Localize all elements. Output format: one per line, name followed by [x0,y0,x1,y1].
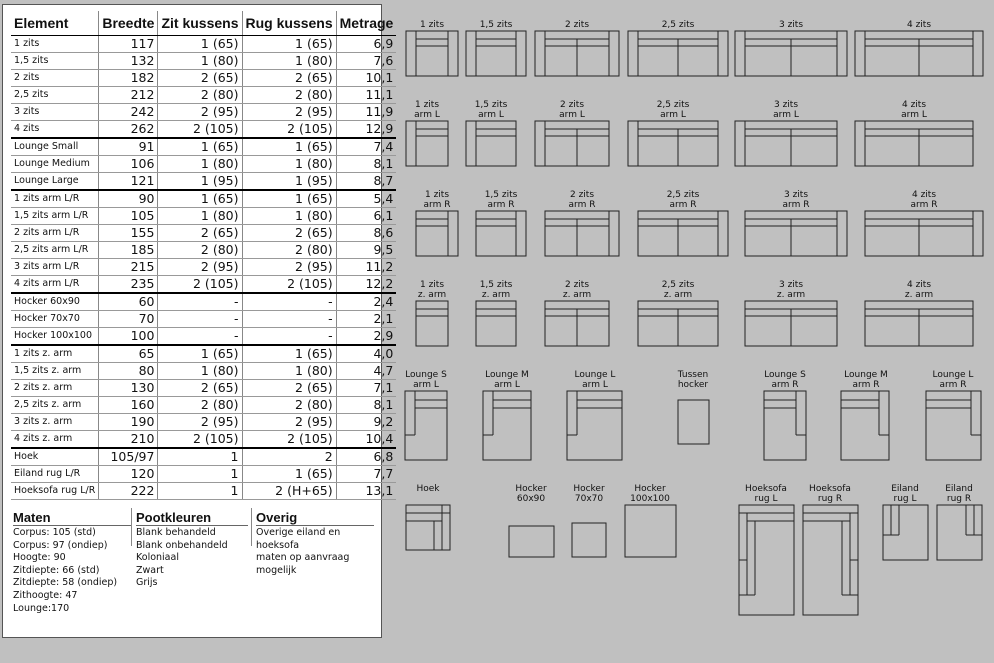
drawing-label: 1 zits [419,20,445,30]
table-cell: 5,4 [336,190,396,208]
table-cell: 7,7 [336,466,396,483]
table-cell: 2 (80) [158,397,242,414]
hocker-outline [678,400,709,444]
table-cell: 262 [99,121,158,139]
maten-title: Maten [13,510,131,526]
sofa-outline [535,121,609,166]
drawing-label: z. arm [904,290,934,300]
table-cell: 8,7 [336,173,396,191]
table-cell: 1 (95) [242,173,336,191]
table-cell: 8,1 [336,397,396,414]
table-cell: 1 (65) [242,138,336,156]
table-cell: - [158,293,242,311]
table-cell: 12,2 [336,276,396,294]
drawing-label: Eiland [891,484,919,494]
drawing-label: 2 zits [564,20,590,30]
sofa-outline [416,301,448,346]
table-cell: 7,4 [336,138,396,156]
table-cell: - [242,293,336,311]
drawing-label: 2 zits [569,190,595,200]
drawing-label: Hoek [416,484,440,494]
list-item: Corpus: 97 (ondiep) [13,539,108,551]
table-cell: 2,9 [336,328,396,346]
drawing-label: 3 zits [783,190,809,200]
drawing-label: arm L [660,110,686,120]
table-cell: Hocker 60x90 [11,293,99,311]
sofa-outline [545,211,619,256]
drawing-label: 1 zits [414,100,440,110]
drawing-label: arm R [910,200,938,210]
table-cell: 9,2 [336,414,396,431]
table-cell: - [242,311,336,328]
drawing-label: arm L [494,380,520,390]
table-cell: 2 (105) [242,431,336,449]
sofa-outline [466,31,526,76]
hocker-outline [572,523,606,557]
table-cell: 2 zits [11,70,99,87]
drawing-label: Hoeksofa [809,484,851,494]
drawing-label: arm L [413,380,439,390]
table-cell: 80 [99,363,158,380]
drawing-label: Tussen [677,370,709,380]
table-cell: 6,8 [336,448,396,466]
list-item: Zithoogte: 47 [13,589,78,601]
table-cell: 2 (95) [158,104,242,121]
sofa-outline [416,211,458,256]
drawing-label: 1,5 zits [484,190,518,200]
table-cell: 1 (80) [242,156,336,173]
table-cell: 235 [99,276,158,294]
drawing-label: rug R [817,494,843,504]
sofa-outline [865,211,983,256]
table-cell: - [158,311,242,328]
table-cell: 222 [99,483,158,500]
sofa-outline [638,211,728,256]
drawing-label: 3 zits [778,20,804,30]
table-cell: Hocker 100x100 [11,328,99,346]
drawing-label: arm L [773,110,799,120]
drawing-label: arm L [582,380,608,390]
table-cell: 1,5 zits [11,53,99,70]
table-cell: 2 (95) [242,104,336,121]
list-item: Koloniaal [136,552,179,564]
drawing-label: rug L [893,494,917,504]
header-breedte: Breedte [99,11,158,36]
table-cell: Hoeksofa rug L/R [11,483,99,500]
header-metrage: Metrage [336,11,396,36]
table-cell: 1,5 zits z. arm [11,363,99,380]
table-cell: Lounge Medium [11,156,99,173]
table-cell: 65 [99,345,158,363]
drawing-label: z. arm [663,290,693,300]
drawing-label: z. arm [562,290,592,300]
table-cell: 117 [99,36,158,53]
table-cell: 60 [99,293,158,311]
list-item: Overige eiland en hoeksofa [256,527,341,551]
table-cell: 70 [99,311,158,328]
table-cell: 215 [99,259,158,276]
table-cell: 10,1 [336,70,396,87]
lounge-outline [405,391,447,460]
table-cell: 6,1 [336,208,396,225]
drawing-label: 1 zits [419,280,445,290]
table-cell: 1 (95) [158,173,242,191]
drawing-label: 60x90 [516,494,546,504]
drawing-label: Hocker [515,484,547,494]
eiland-outline [883,505,928,560]
drawing-label: Lounge M [844,370,888,380]
drawing-label: 1,5 zits [479,20,513,30]
drawing-label: arm R [423,200,451,210]
drawing-label: 2,5 zits [656,100,690,110]
table-cell: 155 [99,225,158,242]
table-cell: 11,2 [336,259,396,276]
table-cell: 1 (65) [158,190,242,208]
table-cell: 2 (105) [158,121,242,139]
table-cell: 2 zits z. arm [11,380,99,397]
table-cell: 2 (105) [242,121,336,139]
table-cell: Hoek [11,448,99,466]
table-cell: 1 [158,466,242,483]
header-rug-kussens: Rug kussens [242,11,336,36]
drawing-label: Hocker [573,484,605,494]
drawing-label: arm R [852,380,880,390]
table-cell: 4 zits [11,121,99,139]
table-cell: 1 (80) [242,208,336,225]
table-cell: 2,5 zits arm L/R [11,242,99,259]
lounge-outline [483,391,531,460]
table-cell: Lounge Small [11,138,99,156]
table-cell: 106 [99,156,158,173]
drawing-label: 4 zits [901,100,927,110]
drawing-label: rug R [946,494,972,504]
table-cell: 212 [99,87,158,104]
hocker-outline [625,505,676,557]
table-cell: 2 (65) [158,70,242,87]
table-cell: Lounge Large [11,173,99,191]
table-cell: 1 (80) [242,363,336,380]
table-cell: - [158,328,242,346]
sofa-outline [476,211,526,256]
table-cell: 2,5 zits [11,87,99,104]
drawing-label: Lounge S [764,370,806,380]
table-cell: 1 (65) [158,36,242,53]
table-cell: 2,4 [336,293,396,311]
list-item: Zwart [136,564,164,576]
table-cell: 2 (95) [158,414,242,431]
table-cell: 3 zits z. arm [11,414,99,431]
drawing-label: 1 zits [424,190,450,200]
table-cell: 2 (65) [242,380,336,397]
drawing-label: 2,5 zits [666,190,700,200]
table-cell: 2 [242,448,336,466]
drawing-label: rug L [754,494,778,504]
table-cell: 210 [99,431,158,449]
table-cell: 2 (65) [242,225,336,242]
list-item: Blank behandeld [136,527,216,538]
drawing-label: arm L [559,110,585,120]
table-cell: 190 [99,414,158,431]
table-cell: 121 [99,173,158,191]
table-cell: 1 zits arm L/R [11,190,99,208]
table-cell: 1 (80) [242,53,336,70]
lounge-outline [764,391,806,460]
list-item: Zitdiepte: 66 (std) [13,564,100,576]
overig-title: Overig [256,510,374,526]
table-cell: 3 zits arm L/R [11,259,99,276]
table-cell: 90 [99,190,158,208]
table-cell: 8,6 [336,225,396,242]
table-cell: 2 (105) [158,276,242,294]
table-cell: 2 (95) [158,259,242,276]
drawing-label: 2,5 zits [661,280,695,290]
table-cell: 1,5 zits arm L/R [11,208,99,225]
table-cell: 242 [99,104,158,121]
table-cell: 130 [99,380,158,397]
table-cell: 2,1 [336,311,396,328]
drawing-label: 1,5 zits [479,280,513,290]
table-cell: 1 (80) [158,208,242,225]
table-cell: 11,9 [336,104,396,121]
sofa-outline [466,121,516,166]
drawing-label: 4 zits [906,20,932,30]
drawing-label: arm L [901,110,927,120]
header-element: Element [11,11,99,36]
hocker-outline [509,526,554,557]
drawing-label: 2 zits [564,280,590,290]
hoek-outline [406,505,450,550]
table-cell: 1 (65) [242,190,336,208]
lounge-outline [567,391,622,460]
list-item: Zitdiepte: 58 (ondiep) [13,577,118,589]
drawing-label: Eiland [945,484,973,494]
drawing-label: hocker [677,380,709,390]
drawing-label: 4 zits [911,190,937,200]
table-cell: 1 (65) [242,345,336,363]
list-item: Hoogte: 90 [13,552,66,564]
table-cell: 91 [99,138,158,156]
table-cell: - [242,328,336,346]
table-cell: 1 [158,448,242,466]
table-cell: 2 (80) [242,397,336,414]
sofa-outline [628,121,718,166]
drawing-label: arm R [568,200,596,210]
table-cell: 4,7 [336,363,396,380]
table-cell: 7,1 [336,380,396,397]
table-cell: 1 (65) [242,36,336,53]
table-cell: 2 (65) [158,225,242,242]
table-cell: 12,9 [336,121,396,139]
list-item: maten op aanvraag mogelijk [256,552,350,576]
list-item: Blank onbehandeld [136,539,228,551]
drawing-label: arm R [939,380,967,390]
table-cell: 160 [99,397,158,414]
drawing-label: 100x100 [630,494,670,504]
table-cell: 1 (65) [158,345,242,363]
sofa-outline [406,31,458,76]
sofa-outline [406,121,448,166]
table-cell: 4,0 [336,345,396,363]
table-cell: 4 zits z. arm [11,431,99,449]
drawing-label: arm R [669,200,697,210]
table-cell: 2 (80) [242,87,336,104]
table-cell: 6,9 [336,36,396,53]
drawing-label: 1,5 zits [474,100,508,110]
table-cell: 2 (80) [158,242,242,259]
sofa-outline [476,301,516,346]
table-cell: 2 (80) [242,242,336,259]
table-cell: 4 zits arm L/R [11,276,99,294]
table-cell: 1 (80) [158,363,242,380]
table-cell: 13,1 [336,483,396,500]
table-cell: 1 zits [11,36,99,53]
table-cell: 1 [158,483,242,500]
lounge-outline [841,391,889,460]
eiland-outline [937,505,982,560]
table-cell: 9,5 [336,242,396,259]
header-zit-kussens: Zit kussens [158,11,242,36]
table-cell: 105 [99,208,158,225]
drawing-label: Lounge L [574,370,616,380]
drawing-label: Lounge S [405,370,447,380]
table-cell: 7,6 [336,53,396,70]
drawing-label: 4 zits [906,280,932,290]
table-cell: 10,4 [336,431,396,449]
drawing-label: 2,5 zits [661,20,695,30]
table-cell: 2 (105) [158,431,242,449]
drawing-label: arm L [414,110,440,120]
table-cell: 2 zits arm L/R [11,225,99,242]
table-cell: 2 (65) [242,70,336,87]
table-cell: 2,5 zits z. arm [11,397,99,414]
table-cell: 3 zits [11,104,99,121]
drawing-label: Hocker [634,484,666,494]
drawing-label: z. arm [481,290,511,300]
table-cell: 2 (H+65) [242,483,336,500]
pootkleuren-title: Pootkleuren [136,510,248,526]
table-cell: Hocker 70x70 [11,311,99,328]
table-cell: 8,1 [336,156,396,173]
drawing-label: arm R [487,200,515,210]
table-cell: 132 [99,53,158,70]
table-cell: 105/97 [99,448,158,466]
drawing-label: Hoeksofa [745,484,787,494]
table-cell: 100 [99,328,158,346]
table-cell: Eiland rug L/R [11,466,99,483]
table-cell: 2 (65) [158,380,242,397]
lounge-outline [926,391,981,460]
drawing-label: arm L [478,110,504,120]
drawing-label: 2 zits [559,100,585,110]
table-cell: 1 zits z. arm [11,345,99,363]
table-cell: 1 (65) [158,138,242,156]
table-cell: 1 (65) [242,466,336,483]
drawing-label: 70x70 [574,494,604,504]
drawing-label: arm R [771,380,799,390]
drawing-label: 3 zits [773,100,799,110]
sofa-outline [735,121,837,166]
sofa-outline [745,211,847,256]
table-cell: 2 (95) [242,414,336,431]
drawing-label: Lounge M [485,370,529,380]
drawing-label: 3 zits [778,280,804,290]
table-cell: 120 [99,466,158,483]
table-cell: 2 (95) [242,259,336,276]
list-item: Lounge:170 [13,602,70,614]
table-cell: 185 [99,242,158,259]
table-cell: 2 (80) [158,87,242,104]
table-cell: 11,1 [336,87,396,104]
sofa-outline [855,121,973,166]
drawing-label: arm R [782,200,810,210]
table-cell: 2 (105) [242,276,336,294]
table-cell: 1 (80) [158,53,242,70]
table-cell: 1 (80) [158,156,242,173]
list-item: Grijs [136,577,158,589]
table-cell: 182 [99,70,158,87]
drawing-label: z. arm [776,290,806,300]
list-item: Corpus: 105 (std) [13,527,96,538]
drawing-label: z. arm [417,290,447,300]
drawing-label: Lounge L [932,370,974,380]
